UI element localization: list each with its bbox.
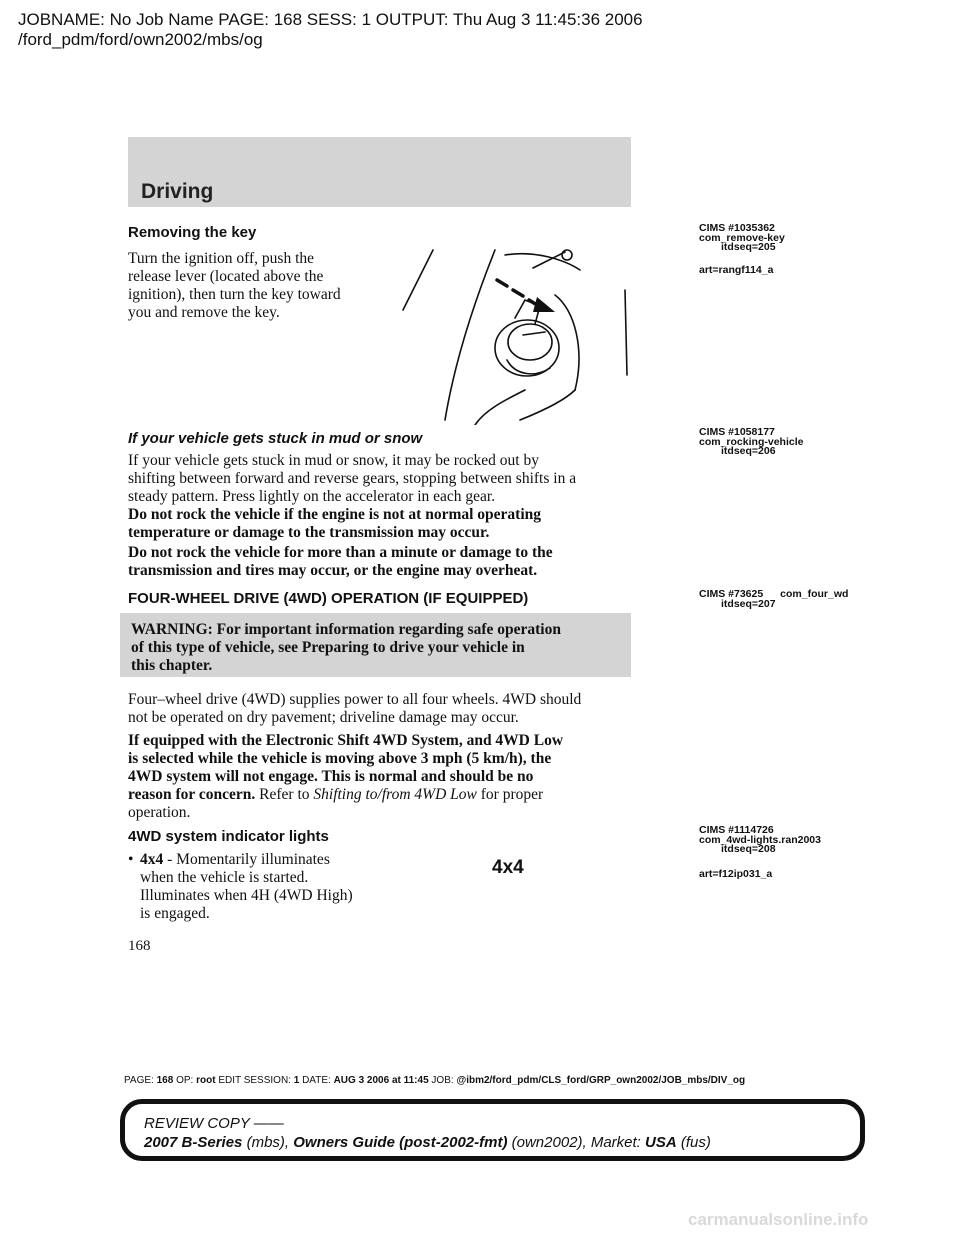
fourwd-paragraph bbox=[128, 691, 648, 727]
text-line bbox=[128, 786, 648, 804]
text-line: is engaged. bbox=[140, 905, 210, 922]
text-line: temperature or damage to the transmission may occur. bbox=[128, 524, 490, 541]
cims-line: com_remove-key bbox=[699, 231, 785, 244]
cims-tag-4wd-lights bbox=[699, 826, 821, 855]
text-line: when the vehicle is started. bbox=[140, 869, 309, 886]
review-line: REVIEW COPY —— bbox=[144, 1115, 284, 1132]
text-line: If your vehicle gets stuck in mud or snow, it may be rocked out by bbox=[128, 452, 539, 469]
review-market-label: Market: bbox=[590, 1134, 641, 1151]
indicator-term: 4x4 bbox=[140, 851, 164, 868]
text-line: transmission and tires may occur, or the engine may overheat. bbox=[128, 562, 538, 579]
meta-value: 168 bbox=[156, 1075, 174, 1086]
cims-line: itdseq=206 bbox=[721, 445, 776, 457]
cims-id: CIMS #73625 bbox=[699, 588, 764, 600]
removing-key-line: release lever (located above the bbox=[128, 268, 324, 285]
job-header bbox=[18, 10, 643, 50]
text-line: 4WD system will not engage. This is normal and should be no bbox=[128, 768, 534, 785]
cims-line: itdseq=208 bbox=[721, 843, 776, 855]
bullet-icon: • bbox=[128, 851, 134, 868]
meta-label: PAGE: bbox=[124, 1075, 154, 1086]
art-tag-remove-key: art=rangf114_a bbox=[699, 264, 774, 276]
meta-label: DATE: bbox=[302, 1075, 331, 1086]
text-line: is selected while the vehicle is moving above 3 mph (5 km/h), the bbox=[128, 750, 552, 767]
review-market: USA bbox=[645, 1134, 677, 1151]
review-guide: Owners Guide (post-2002-fmt) bbox=[293, 1134, 508, 1151]
meta-value: @ibm2/ford_pdm/CLS_ford/GRP_own2002/JOB_mbs/DIV_og bbox=[456, 1075, 746, 1086]
text-line: this chapter. bbox=[131, 657, 213, 674]
job-header-line1: JOBNAME: No Job Name PAGE: 168 SESS: 1 OUTPUT: Thu Aug 3 11:45:36 2006 bbox=[18, 10, 643, 29]
art-tag-4wd-lights: art=f12ip031_a bbox=[699, 868, 773, 880]
meta-label: JOB: bbox=[431, 1075, 454, 1086]
text-line: If equipped with the Electronic Shift 4WD System, and 4WD Low bbox=[128, 732, 564, 749]
job-header-line2: /ford_pdm/ford/own2002/mbs/og bbox=[18, 30, 263, 49]
meta-label: OP: bbox=[176, 1075, 194, 1086]
removing-key-line: Turn the ignition off, push the bbox=[128, 250, 315, 267]
fourwd-low-note bbox=[128, 732, 648, 822]
section-title: Driving bbox=[141, 180, 214, 203]
footer-meta bbox=[124, 1075, 745, 1086]
review-copy-text bbox=[144, 1114, 711, 1152]
text-line: Four–wheel drive (4WD) supplies power to all four wheels. 4WD should bbox=[128, 691, 582, 708]
removing-key-text bbox=[128, 250, 388, 322]
cims-tag: com_four_wd bbox=[780, 588, 849, 600]
stuck-paragraph bbox=[128, 452, 648, 506]
text-line: - Momentarily illuminates bbox=[167, 851, 330, 868]
meta-value: AUG 3 2006 at 11:45 bbox=[333, 1075, 429, 1086]
cims-line: com_4wd-lights.ran2003 bbox=[699, 833, 821, 846]
cims-tag-rocking-vehicle bbox=[699, 428, 803, 457]
cims-line: com_rocking-vehicle bbox=[699, 435, 804, 448]
text-line: operation. bbox=[128, 804, 191, 821]
cims-line: itdseq=207 bbox=[721, 597, 776, 610]
review-model-code: (mbs), bbox=[246, 1134, 290, 1151]
bullet-row bbox=[128, 851, 388, 869]
four-by-four-indicator-icon: 4x4 bbox=[492, 857, 524, 878]
stuck-warning-2 bbox=[128, 544, 648, 580]
meta-label: EDIT SESSION: bbox=[218, 1075, 291, 1086]
arrow-icon bbox=[533, 297, 555, 312]
fourwd-heading: FOUR-WHEEL DRIVE (4WD) OPERATION (IF EQUIPPED) bbox=[128, 590, 529, 607]
cims-line: itdseq=205 bbox=[721, 241, 776, 253]
text-line: Illuminates when 4H (4WD High) bbox=[140, 887, 353, 904]
meta-value: 1 bbox=[293, 1075, 300, 1086]
stuck-heading: If your vehicle gets stuck in mud or snow bbox=[128, 430, 423, 447]
warning-text bbox=[131, 621, 626, 675]
cims-tag-remove-key bbox=[699, 224, 785, 253]
text-line: Do not rock the vehicle if the engine is not at normal operating bbox=[128, 506, 542, 523]
text-line: Do not rock the vehicle for more than a minute or damage to the bbox=[128, 544, 553, 561]
text-line: shifting between forward and reverse gears, stopping between shifts in a bbox=[128, 470, 577, 487]
text-line: WARNING: For important information regarding safe operation bbox=[131, 621, 561, 638]
note-refer: Refer to bbox=[259, 786, 310, 803]
bullet-content bbox=[140, 851, 330, 869]
indicator-bullet bbox=[128, 851, 388, 923]
removing-key-heading: Removing the key bbox=[128, 224, 257, 241]
stuck-warning-1 bbox=[128, 506, 648, 542]
text-line: not be operated on dry pavement; driveline damage may occur. bbox=[128, 709, 519, 726]
review-model: 2007 B-Series bbox=[144, 1134, 243, 1151]
text-line: steady pattern. Press lightly on the accelerator in each gear. bbox=[128, 488, 496, 505]
review-line bbox=[144, 1133, 711, 1152]
page-number: 168 bbox=[128, 938, 151, 954]
removing-key-line: ignition), then turn the key toward bbox=[128, 286, 341, 303]
ignition-key-illustration bbox=[395, 240, 635, 425]
note-tail: for proper bbox=[480, 786, 544, 803]
cims-tag-four-wd bbox=[699, 590, 848, 609]
indicator-heading: 4WD system indicator lights bbox=[128, 828, 329, 845]
note-bold-tail: reason for concern. bbox=[128, 786, 256, 803]
meta-value: root bbox=[196, 1075, 216, 1086]
cims-line: CIMS #1058177 bbox=[699, 426, 775, 438]
note-cross-reference: Shifting to/from 4WD Low bbox=[313, 786, 477, 803]
cims-line: CIMS #1114726 bbox=[699, 824, 774, 836]
removing-key-line: you and remove the key. bbox=[128, 304, 280, 321]
review-guide-code: (own2002), bbox=[511, 1134, 587, 1151]
text-line: of this type of vehicle, see Preparing to drive your vehicle in bbox=[131, 639, 525, 656]
cims-line: CIMS #1035362 bbox=[699, 222, 775, 234]
watermark: carmanualsonline.info bbox=[688, 1210, 869, 1229]
review-market-code: (fus) bbox=[680, 1134, 711, 1151]
